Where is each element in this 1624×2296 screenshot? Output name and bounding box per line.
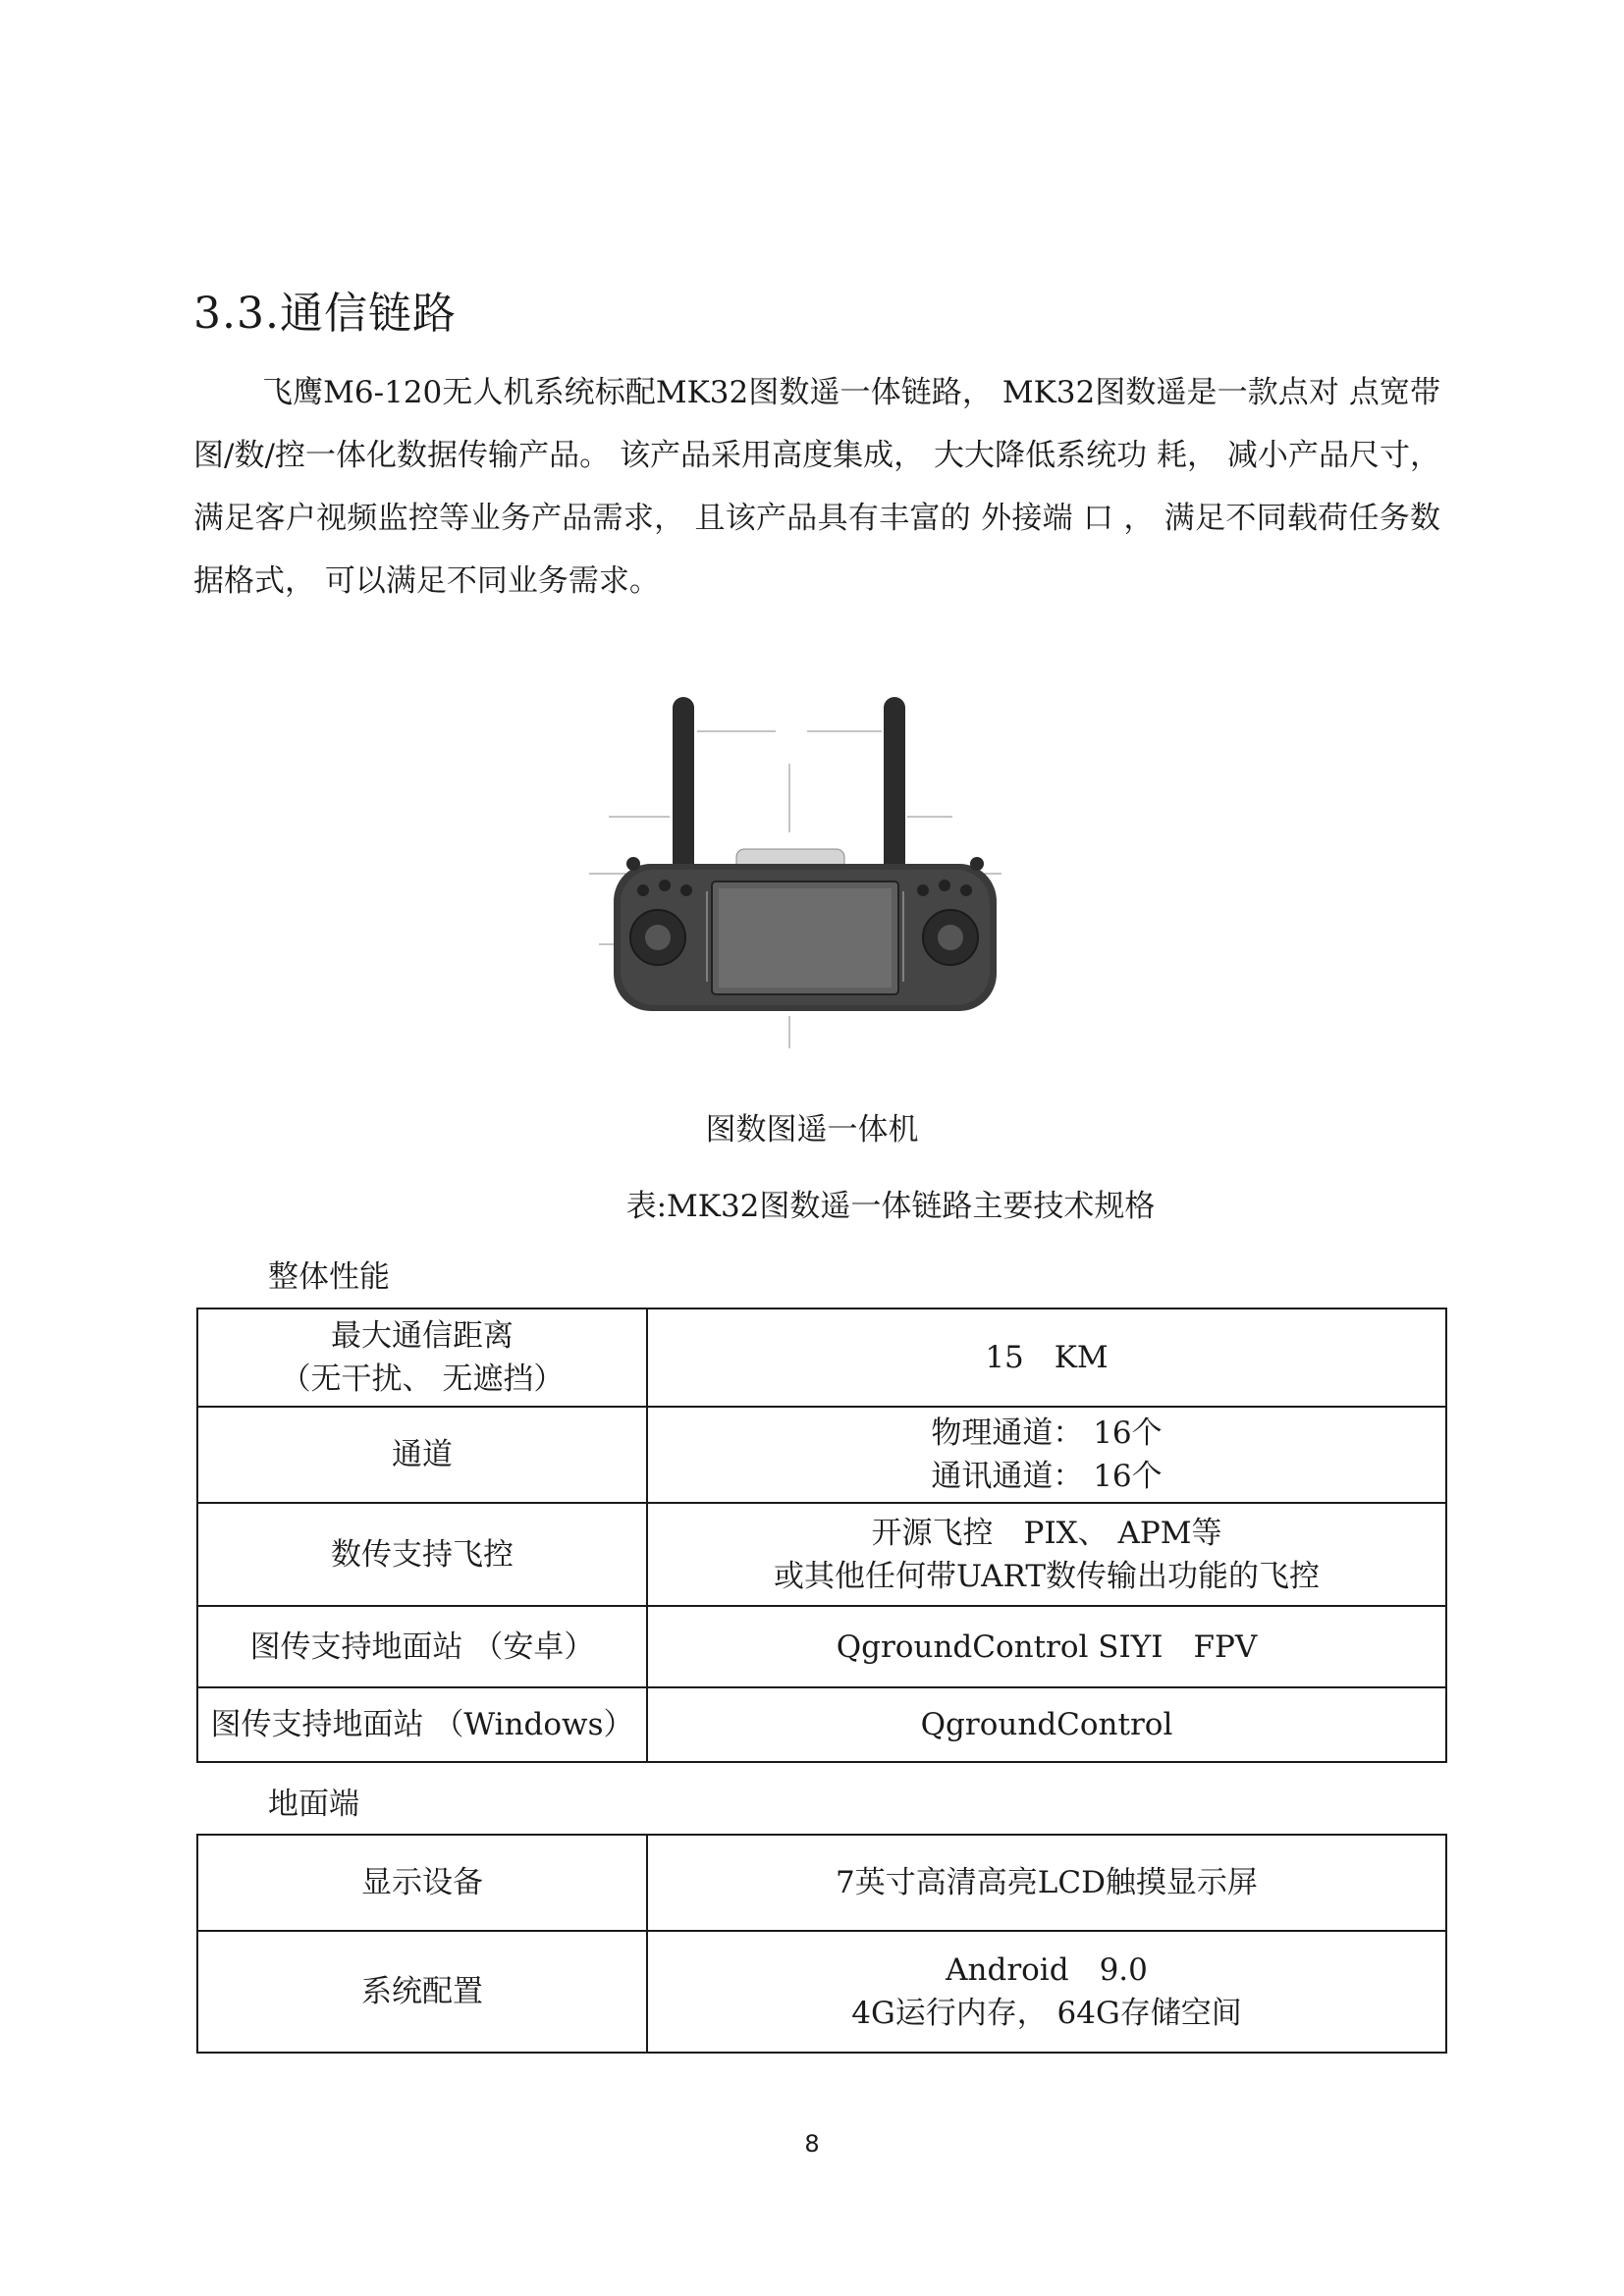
table-caption: 表:MK32图数遥一体链路主要技术规格 — [625, 1189, 1156, 1224]
ground-end-label: 地面端 — [268, 1787, 359, 1822]
spec-key: 图传支持地面站 （安卓） — [197, 1606, 647, 1687]
overall-performance-label: 整体性能 — [268, 1259, 390, 1295]
table-row — [197, 1931, 1446, 2053]
spec-key: 通道 — [197, 1407, 647, 1503]
table-row — [197, 1308, 1446, 1407]
page-number: 8 — [804, 2130, 820, 2158]
spec-value: QgroundControl SIYI FPV — [647, 1606, 1446, 1687]
spec-key: 显示设备 — [197, 1835, 647, 1931]
spec-key: 图传支持地面站 （Windows） — [197, 1687, 647, 1762]
spec-key: 数传支持飞控 — [197, 1503, 647, 1606]
ground-end-table — [196, 1834, 1447, 2054]
intro-paragraph: 飞鹰M6-120无人机系统标配MK32图数遥一体链路， MK32图数遥是一款点对 点宽带图/数/控一体化数据传输产品。 该产品采用高度集成， 大大降低系统功 耗， 减小产品尺寸， 满足客户视频监控等业务产品需求， 且该产品具有丰富的 外接端 口 ， 满足不同载荷任务数据格式， 可以满足不同业务需求。 — [193, 375, 1440, 599]
remote-controller-figure — [550, 687, 1060, 1070]
remote-controller-illustration — [550, 687, 1060, 1070]
spec-value: 物理通道： 16个 通讯通道： 16个 — [647, 1407, 1446, 1503]
spec-value: 开源飞控 PIX、 APM等 或其他任何带UART数传输出功能的飞控 — [647, 1503, 1446, 1606]
table-row — [197, 1503, 1446, 1606]
table-row — [197, 1687, 1446, 1762]
spec-key: 最大通信距离 （无干扰、 无遮挡） — [197, 1308, 647, 1407]
overall-performance-table — [196, 1308, 1447, 1763]
section-heading: 3.3.通信链路 — [193, 289, 457, 339]
figure-caption: 图数图遥一体机 — [705, 1112, 919, 1148]
spec-key: 系统配置 — [197, 1931, 647, 2053]
table-row — [197, 1835, 1446, 1931]
table-row — [197, 1407, 1446, 1503]
spec-value: 15 KM — [647, 1308, 1446, 1407]
spec-value: 7英寸高清高亮LCD触摸显示屏 — [647, 1835, 1446, 1931]
spec-value: QgroundControl — [647, 1687, 1446, 1762]
table-row — [197, 1606, 1446, 1687]
spec-value: Android 9.0 4G运行内存， 64G存储空间 — [647, 1931, 1446, 2053]
